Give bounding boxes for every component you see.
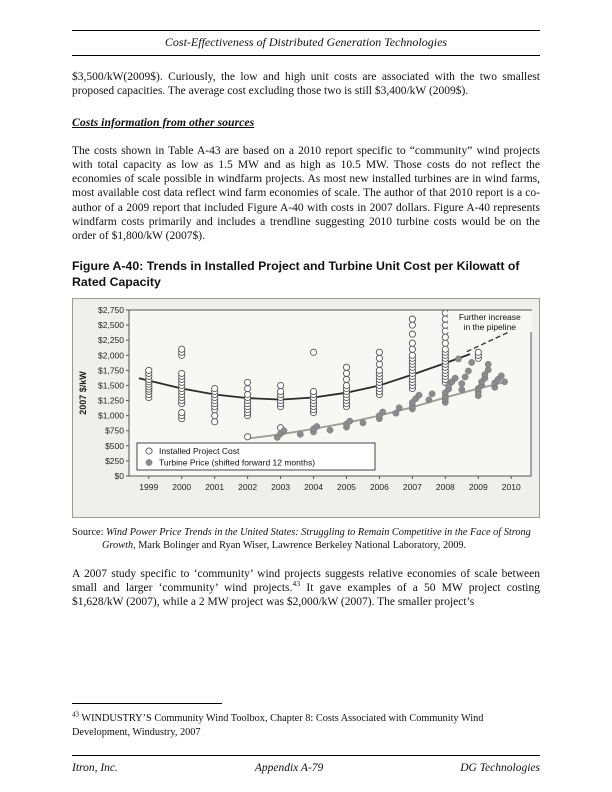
paragraph-2: The costs shown in Table A-43 are based on a 2010 report specific to “community” wind projects with total capacity as low as 1.5 MW and as high as 10.5 MW. Those costs do not reflect the economies of scale possible in windfarm projects. As most new installed turbines are in wind farms, most available cost data reflect wind farm economies of scale. The author of that 2010 report is a co-author of a 2009 report that included Figure A-40 with costs in 2007 dollars. Figure A-40 represents windfarm costs primarily and includes a trendline suggesting 2010 turbine costs would be on the order of $1,800/kW (2007$). xyxy=(72,144,540,242)
svg-text:$1,000: $1,000 xyxy=(98,410,124,421)
svg-text:2008: 2008 xyxy=(435,481,455,492)
chart-legend xyxy=(137,443,375,470)
figure-a40-chart xyxy=(73,300,539,512)
svg-text:$2,500: $2,500 xyxy=(98,320,124,331)
svg-text:2007: 2007 xyxy=(402,481,422,492)
paragraph-3 xyxy=(72,567,540,610)
svg-text:$1,250: $1,250 xyxy=(98,395,124,406)
svg-text:2002: 2002 xyxy=(238,481,258,492)
source-label: Source: xyxy=(72,526,107,538)
paragraph-1: $3,500/kW(2009$). Curiously, the low and high unit costs are associated with the two smallest proposed capacities. The average cost excluding those two is still $3,400/kW (2009$). xyxy=(72,71,540,98)
footer-right: DG Technologies xyxy=(460,762,540,774)
svg-text:2001: 2001 xyxy=(205,481,225,492)
header-title: Cost-Effectiveness of Distributed Generation Technologies xyxy=(164,35,448,49)
footnote-separator xyxy=(72,703,222,704)
section-heading: Costs information from other sources xyxy=(72,114,255,129)
figure-a40 xyxy=(72,298,540,518)
footnote-reference: 43 xyxy=(292,579,301,589)
svg-text:2004: 2004 xyxy=(304,481,323,492)
annotation-line-2: in the pipeline xyxy=(463,321,517,332)
svg-text:$1,500: $1,500 xyxy=(98,380,124,391)
page-header xyxy=(72,30,540,56)
svg-text:$0: $0 xyxy=(114,470,124,481)
svg-text:2000: 2000 xyxy=(172,481,192,492)
figure-source xyxy=(72,526,540,553)
paragraph-3-text: A 2007 study specific to ‘community’ wind projects suggests relative economies of scale between small and larger ‘community’ wind projects. xyxy=(72,567,540,594)
svg-text:$500: $500 xyxy=(105,440,124,451)
footer-center: Appendix A-79 xyxy=(254,762,324,774)
source-rest: , Mark Bolinger and Ryan Wiser, Lawrence Berkeley National Laboratory, 2009. xyxy=(133,540,467,552)
y-axis-label: 2007 $/kW xyxy=(78,371,88,415)
svg-text:$750: $750 xyxy=(105,425,124,436)
figure-caption: Figure A-40: Trends in Installed Project and Turbine Unit Cost per Kilowatt of Rated Capacity xyxy=(72,259,520,289)
source-title: Wind Power Price Trends in the United States: Struggling to Remain Competitive in the Face of Strong Growth xyxy=(102,526,531,552)
footnote-43 xyxy=(72,712,540,740)
svg-text:Turbine Price (shifted forward: Turbine Price (shifted forward 12 months) xyxy=(159,457,316,468)
svg-text:2006: 2006 xyxy=(369,481,389,492)
svg-text:$2,750: $2,750 xyxy=(98,304,124,315)
svg-text:Installed Project Cost: Installed Project Cost xyxy=(159,445,240,456)
page-footer xyxy=(72,755,540,774)
svg-text:$2,000: $2,000 xyxy=(98,350,124,361)
svg-text:$250: $250 xyxy=(105,455,124,466)
footnote-number: 43 xyxy=(72,710,79,719)
footnote-text: WINDUSTRY’S Community Wind Toolbox, Chapter 8: Costs Associated with Community Wind Development, Windustry, 2007 xyxy=(72,713,484,739)
svg-text:$1,750: $1,750 xyxy=(98,365,124,376)
paragraph-3-text-cont: It gave examples of a 50 MW project costing $1,628/kW (2007), while a 2 MW project was $2,000/kW (2007). The smaller project’s xyxy=(72,581,540,609)
annotation-line-1: Further increase xyxy=(458,311,521,322)
svg-text:2010: 2010 xyxy=(501,481,521,492)
svg-text:2003: 2003 xyxy=(271,481,291,492)
svg-text:$2,250: $2,250 xyxy=(98,335,124,346)
svg-text:2005: 2005 xyxy=(337,481,356,492)
svg-text:2009: 2009 xyxy=(468,481,488,492)
footnote-block xyxy=(72,703,540,740)
footer-left: Itron, Inc. xyxy=(72,762,118,774)
svg-text:1999: 1999 xyxy=(139,481,159,492)
